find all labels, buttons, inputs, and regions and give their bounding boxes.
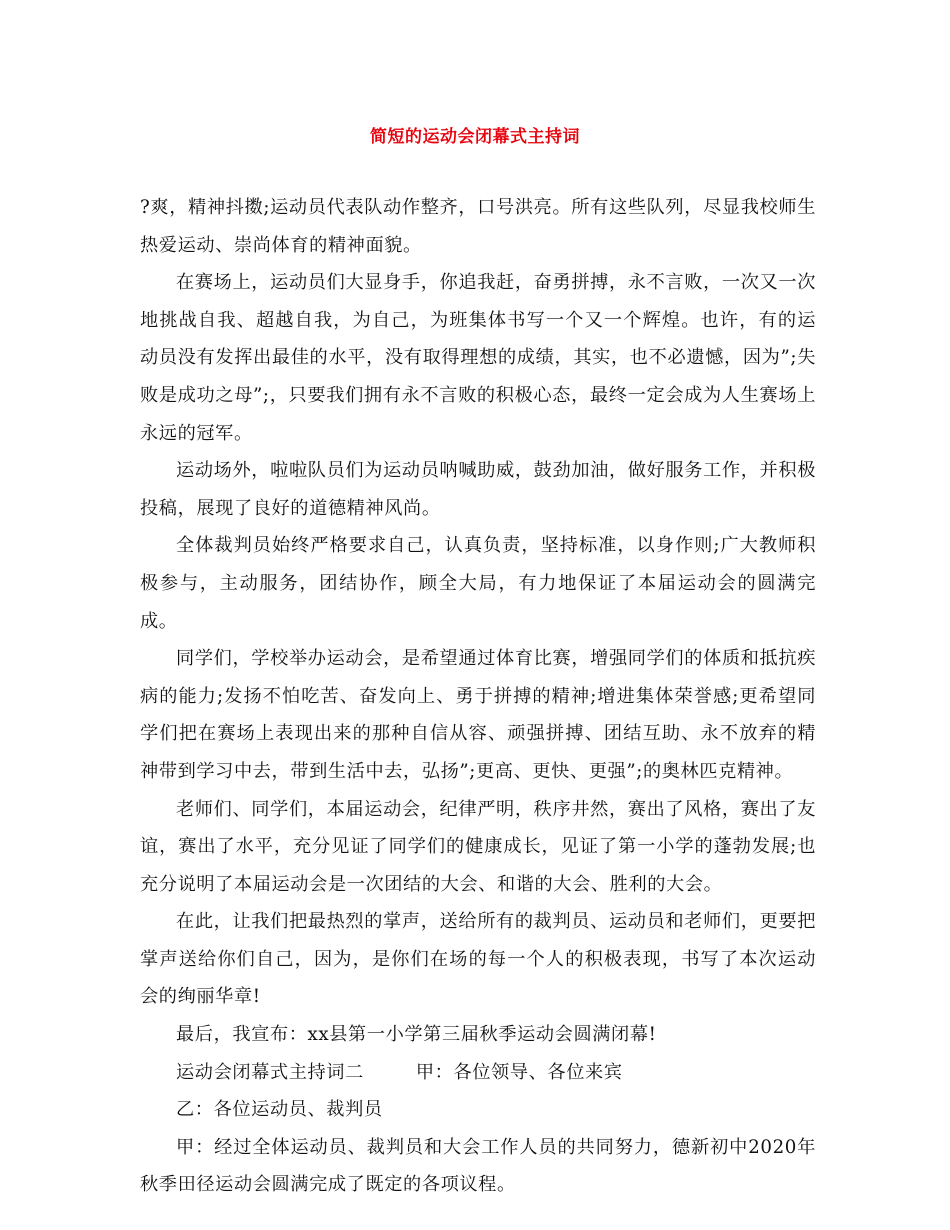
document-title: 简短的运动会闭幕式主持词 (370, 127, 580, 147)
paragraph-closing-announcement: 最后，我宣布：xx县第一小学第三届秋季运动会圆满闭幕! (176, 1024, 657, 1046)
paragraph-referees: 全体裁判员始终严格要求自己，认真负责，坚持标准，以身作则;广大教师积极参与，主动服务，团结协作，顾全大局，有力地保证了本届运动会的圆满完成。 (140, 535, 816, 632)
paragraph-applause: 在此，让我们把最热烈的掌声，送给所有的裁判员、运动员和老师们，更要把掌声送给你们自己，因为，是你们在场的每一个人的积极表现，书写了本次运动会的绚丽华章! (140, 911, 816, 1008)
paragraph-competition: 在赛场上，运动员们大显身手，你追我赶，奋勇拼搏，永不言败，一次又一次地挑战自我、超越自我，为自己，为班集体书写一个又一个辉煌。也许，有的运动员没有发挥出最佳的水平，没有取得理想的成绩，其实，也不必遗憾，因为”;失败是成功之母”;，只要我们拥有永不言败的积极心态，最终一定会成为人生赛场上永远的冠军。 (140, 272, 816, 444)
section-heading-line (140, 1054, 816, 1092)
paragraph-students: 同学们，学校举办运动会，是希望通过体育比赛，增强同学们的体质和抵抗疾病的能力;发扬不怕吃苦、奋发向上、勇于拼搏的精神;增进集体荣誉感;更希望同学们把在赛场上表现出来的那种自信从容、顽强拼搏、团结互助、永不放弃的精神带到学习中去，带到生活中去，弘扬”;更高、更快、更强”;的奥林匹克精神。 (140, 648, 816, 782)
paragraph-cheerleaders: 运动场外，啦啦队员们为运动员呐喊助威，鼓劲加油，做好服务工作，并积极投稿，展现了良好的道德精神风尚。 (140, 460, 816, 519)
paragraph-continued: ?爽，精神抖擞;运动员代表队动作整齐，口号洪亮。所有这些队列，尽显我校师生热爱运动、崇尚体育的精神面貌。 (140, 197, 816, 256)
document-body (140, 189, 816, 1204)
line-yi: 乙：各位运动员、裁判员 (176, 1099, 383, 1121)
paragraph-final: 甲：经过全体运动员、裁判员和大会工作人员的共同努力，德新初中2020年秋季田径运动会圆满完成了既定的各项议程。 (140, 1136, 816, 1196)
paragraph-teachers: 老师们、同学们，本届运动会，纪律严明，秩序井然，赛出了风格，赛出了友谊，赛出了水平，充分见证了同学们的健康成长，见证了第一小学的蓬勃发展;也充分说明了本届运动会是一次团结的大会、和谐的大会、胜利的大会。 (140, 798, 816, 895)
section-first-line: 甲：各位领导、各位来宾 (415, 1061, 623, 1083)
section-heading: 运动会闭幕式主持词二 (176, 1061, 364, 1083)
